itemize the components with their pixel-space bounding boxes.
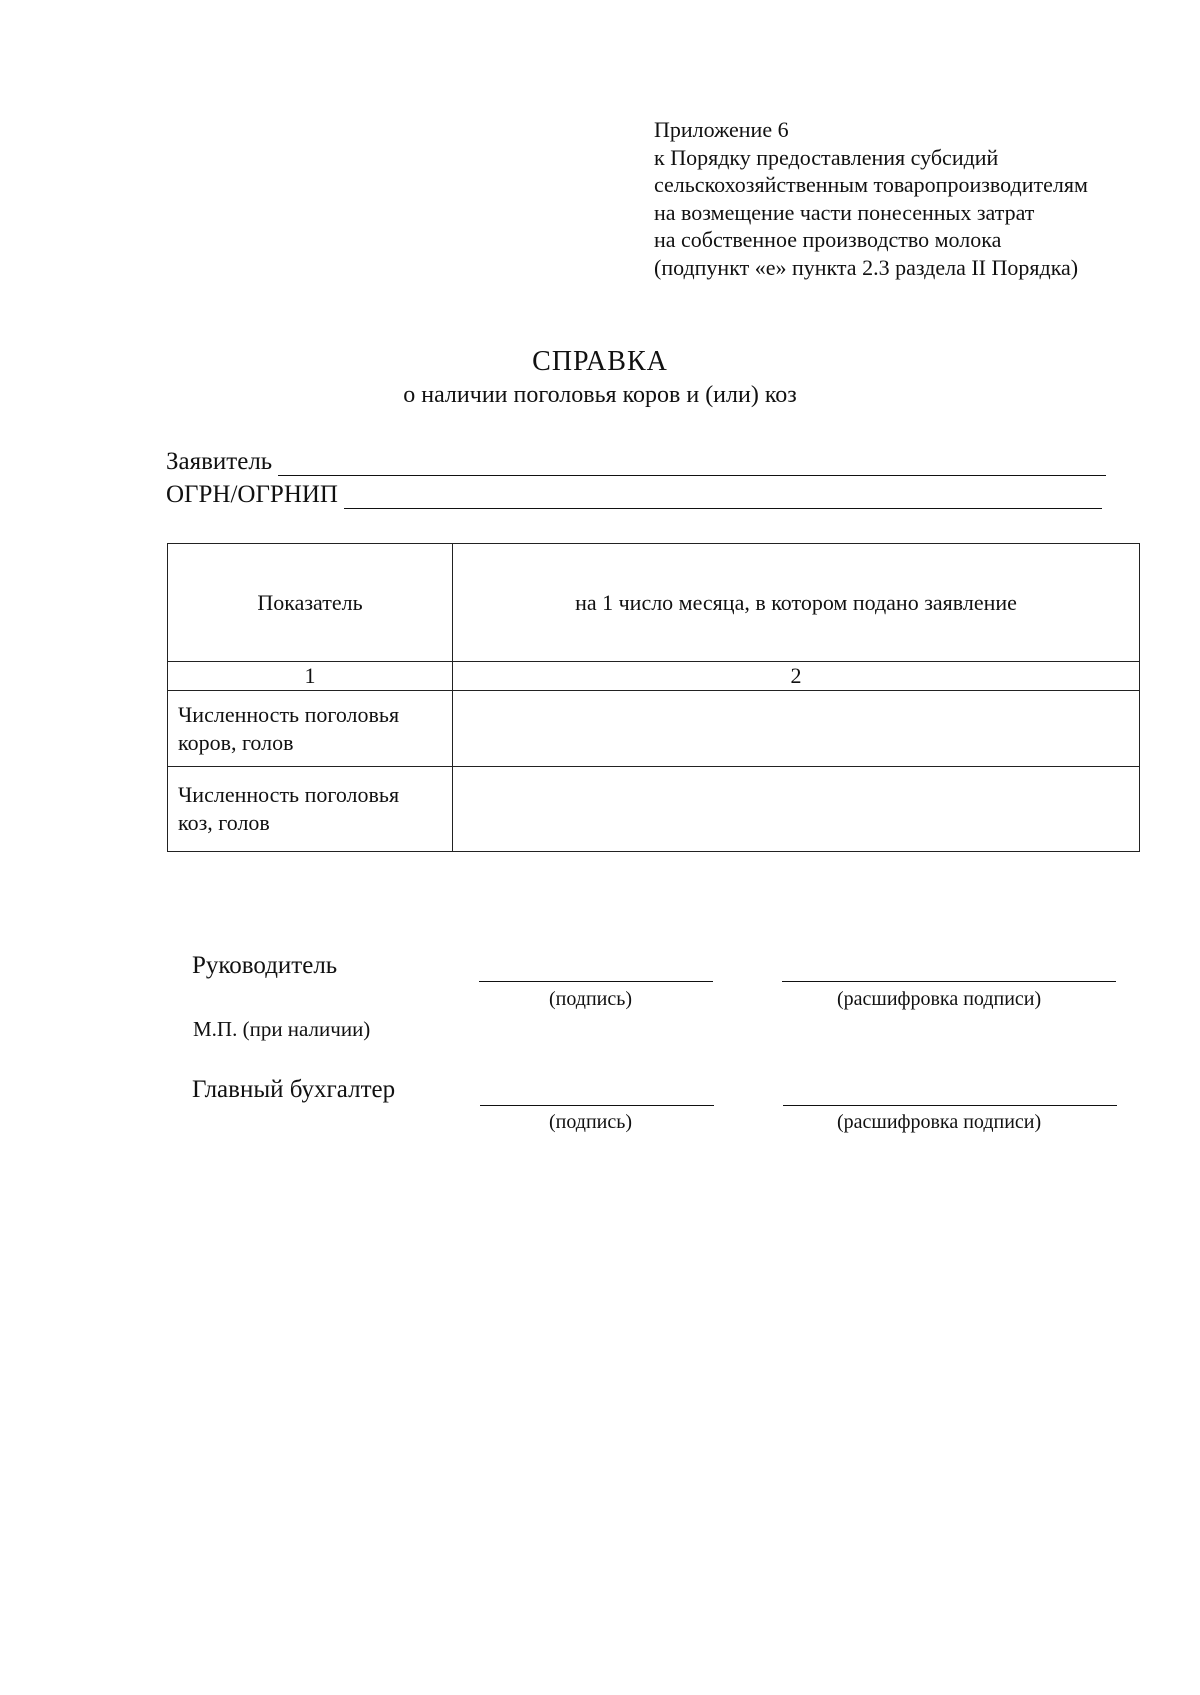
accountant-label: Главный бухгалтер <box>192 1076 396 1103</box>
appendix-line: Приложение 6 <box>654 117 789 142</box>
applicant-label: Заявитель <box>166 448 273 475</box>
column-number-row <box>168 662 1140 691</box>
ogrn-label: ОГРН/ОГРНИП <box>166 481 338 508</box>
document-subtitle: о наличии поголовья коров и (или) коз <box>403 382 797 408</box>
head-decoding-line[interactable] <box>782 981 1116 982</box>
header-indicator: Показатель <box>168 544 453 662</box>
head-label: Руководитель <box>192 952 338 979</box>
goats-value-cell[interactable] <box>453 767 1140 852</box>
appendix-line: на собственное производство молока <box>654 227 1002 252</box>
head-decoding-caption: (расшифровка подписи) <box>837 988 1042 1010</box>
stamp-note: М.П. (при наличии) <box>193 1017 371 1041</box>
appendix-block <box>654 116 1088 281</box>
accountant-signature-line[interactable] <box>480 1105 714 1106</box>
table-row <box>168 767 1140 852</box>
cows-value-cell[interactable] <box>453 691 1140 767</box>
head-signature-line[interactable] <box>479 981 713 982</box>
appendix-line: на возмещение части понесенных затрат <box>654 199 1035 225</box>
row-label-cows <box>168 691 453 767</box>
appendix-line: сельскохозяйственным товаропроизводителям <box>654 172 1088 197</box>
row-label-line: Численность поголовья <box>178 701 400 727</box>
applicant-input-line[interactable] <box>278 455 1106 476</box>
accountant-signature-caption: (подпись) <box>549 1111 633 1133</box>
accountant-decoding-caption: (расшифровка подписи) <box>837 1111 1042 1133</box>
table-row <box>168 691 1140 767</box>
livestock-table <box>167 543 1140 852</box>
applicant-field <box>166 448 1106 476</box>
table-header-row <box>168 544 1140 662</box>
header-date: на 1 число месяца, в котором подано заявление <box>453 544 1140 662</box>
accountant-decoding-line[interactable] <box>783 1105 1117 1106</box>
column-number: 2 <box>453 662 1140 691</box>
column-number: 1 <box>168 662 453 691</box>
head-signature-caption: (подпись) <box>549 988 633 1010</box>
row-label-line: коров, голов <box>178 729 294 755</box>
ogrn-input-line[interactable] <box>344 488 1102 509</box>
row-label-goats <box>168 767 453 852</box>
appendix-line: к Порядку предоставления субсидий <box>654 144 999 170</box>
row-label-line: коз, голов <box>178 810 270 835</box>
ogrn-field <box>166 481 1102 509</box>
appendix-line: (подпункт «е» пункта 2.3 раздела II Порядка) <box>654 254 1079 280</box>
document-title: СПРАВКА <box>532 346 668 377</box>
row-label-line: Численность поголовья <box>178 782 400 807</box>
